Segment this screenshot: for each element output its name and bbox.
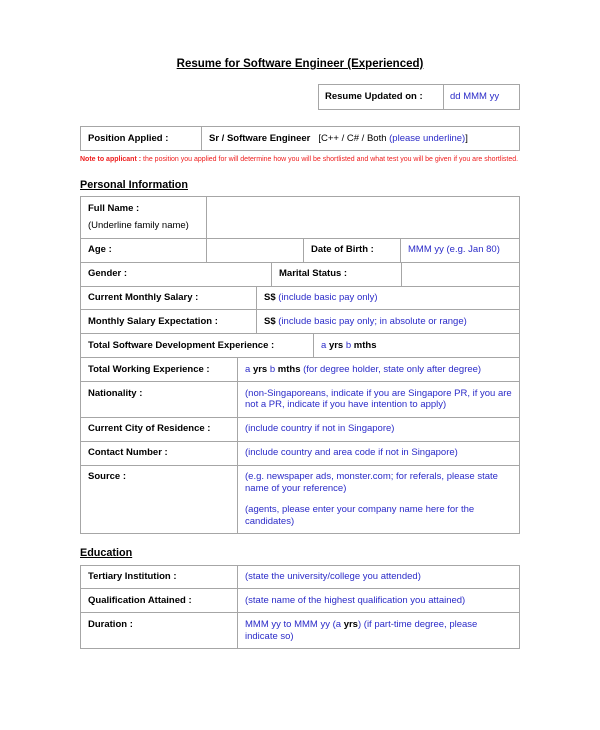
duration-label: Duration : (88, 618, 133, 630)
education-heading: Education (80, 547, 133, 560)
source-label: Source : (88, 471, 127, 483)
current-salary-row (81, 287, 519, 311)
duration-row (81, 613, 519, 648)
note-label: Note to applicant : (80, 156, 142, 164)
position-underline-hint: (please underline) (389, 132, 466, 144)
dev-exp-years-var: a (321, 339, 329, 351)
tertiary-institution-hint: (state the university/college you attended) (237, 566, 519, 589)
nationality-hint: (non-Singaporeans, indicate if you are Singapore PR, if you are not a PR, indicate if you have intention to apply) (237, 382, 519, 417)
residence-row (81, 418, 519, 442)
personal-information-table (80, 196, 520, 534)
position-options-close: ] (465, 132, 468, 144)
source-hint-referral: (e.g. newspaper ads, monster.com; for referals, please state name of your reference) (245, 471, 498, 494)
dev-experience-value (313, 334, 519, 357)
note-text: the position you applied for will determine how you will be shortlisted and what test you will be given if you are shortlisted. (141, 156, 519, 164)
nationality-label: Nationality : (88, 387, 143, 399)
contact-number-row (81, 442, 519, 466)
duration-hint: (if part-time degree, please indicate so) (245, 618, 478, 642)
work-experience-value (237, 358, 519, 381)
work-experience-label: Total Working Experience : (88, 363, 210, 375)
tertiary-institution-label: Tertiary Institution : (88, 571, 177, 583)
position-applied-label: Position Applied : (88, 132, 169, 144)
current-salary-hint: (include basic pay only) (278, 292, 378, 304)
dev-exp-months-var: b (345, 339, 354, 351)
salary-expectation-value (256, 310, 519, 333)
residence-label: Current City of Residence : (88, 423, 211, 435)
duration-range-close: ) (357, 618, 364, 630)
gender-label: Gender : (88, 268, 128, 280)
full-name-label: Full Name : (88, 202, 140, 214)
position-options-text: [C++ / C# / Both (318, 132, 390, 144)
work-exp-years-unit: yrs (252, 363, 270, 375)
duration-years-unit: yrs (343, 618, 358, 630)
dev-experience-label: Total Software Development Experience : (88, 339, 275, 351)
document-title: Resume for Software Engineer (Experienced) (176, 58, 424, 70)
salary-expectation-hint: (include basic pay only; in absolute or range) (278, 315, 467, 327)
qualification-hint: (state name of the highest qualification you attained) (237, 589, 519, 612)
work-exp-months-unit: mths (277, 363, 304, 375)
full-name-row (81, 197, 519, 239)
age-dob-row (81, 239, 519, 263)
current-salary-value (256, 287, 519, 310)
age-label: Age : (88, 244, 112, 256)
full-name-value-cell (206, 197, 519, 238)
salary-expectation-label: Monthly Salary Expectation : (88, 315, 218, 327)
duration-value (237, 613, 519, 648)
tertiary-institution-row (81, 566, 519, 590)
gender-marital-row (81, 263, 519, 287)
note-to-applicant (80, 155, 522, 166)
dev-exp-years-unit: yrs (328, 339, 346, 351)
residence-hint: (include country if not in Singapore) (237, 418, 519, 441)
personal-information-heading: Personal Information (80, 178, 188, 191)
nationality-row (81, 382, 519, 418)
work-exp-hint: (for degree holder, state only after degree) (303, 363, 482, 375)
resume-updated-label: Resume Updated on : (325, 91, 423, 103)
education-table (80, 565, 520, 650)
current-salary-label: Current Monthly Salary : (88, 292, 199, 304)
date-of-birth-label: Date of Birth : (303, 239, 400, 262)
current-salary-currency: S$ (264, 292, 279, 304)
full-name-sublabel: (Underline family name) (88, 220, 189, 232)
duration-range-text: MMM yy to MMM yy (a (245, 618, 344, 630)
position-applied-table (80, 126, 520, 151)
qualification-label: Qualification Attained : (88, 594, 192, 606)
work-exp-years-var: a (245, 363, 253, 375)
resume-updated-box (318, 84, 520, 110)
source-row (81, 466, 519, 534)
work-experience-row (81, 358, 519, 382)
contact-number-label: Contact Number : (88, 447, 168, 459)
qualification-row (81, 589, 519, 613)
date-of-birth-hint: MMM yy (e.g. Jan 80) (400, 239, 519, 262)
position-role-text: Sr / Software Engineer (209, 132, 311, 144)
age-value-cell (206, 239, 303, 262)
dev-exp-months-unit: mths (353, 339, 377, 351)
marital-status-label: Marital Status : (271, 263, 401, 286)
marital-status-value-cell (401, 263, 519, 286)
work-exp-months-var: b (269, 363, 278, 375)
salary-expectation-row (81, 310, 519, 334)
dev-experience-row (81, 334, 519, 358)
resume-updated-value: dd MMM yy (443, 85, 519, 109)
source-hint-agents: (agents, please enter your company name here for the candidates) (245, 503, 475, 527)
position-applied-value (201, 127, 519, 150)
contact-number-hint: (include country and area code if not in Singapore) (237, 442, 519, 465)
salary-expectation-currency: S$ (264, 315, 279, 327)
full-name-label-cell (81, 197, 206, 238)
position-applied-row (81, 127, 519, 150)
source-value (237, 466, 519, 534)
